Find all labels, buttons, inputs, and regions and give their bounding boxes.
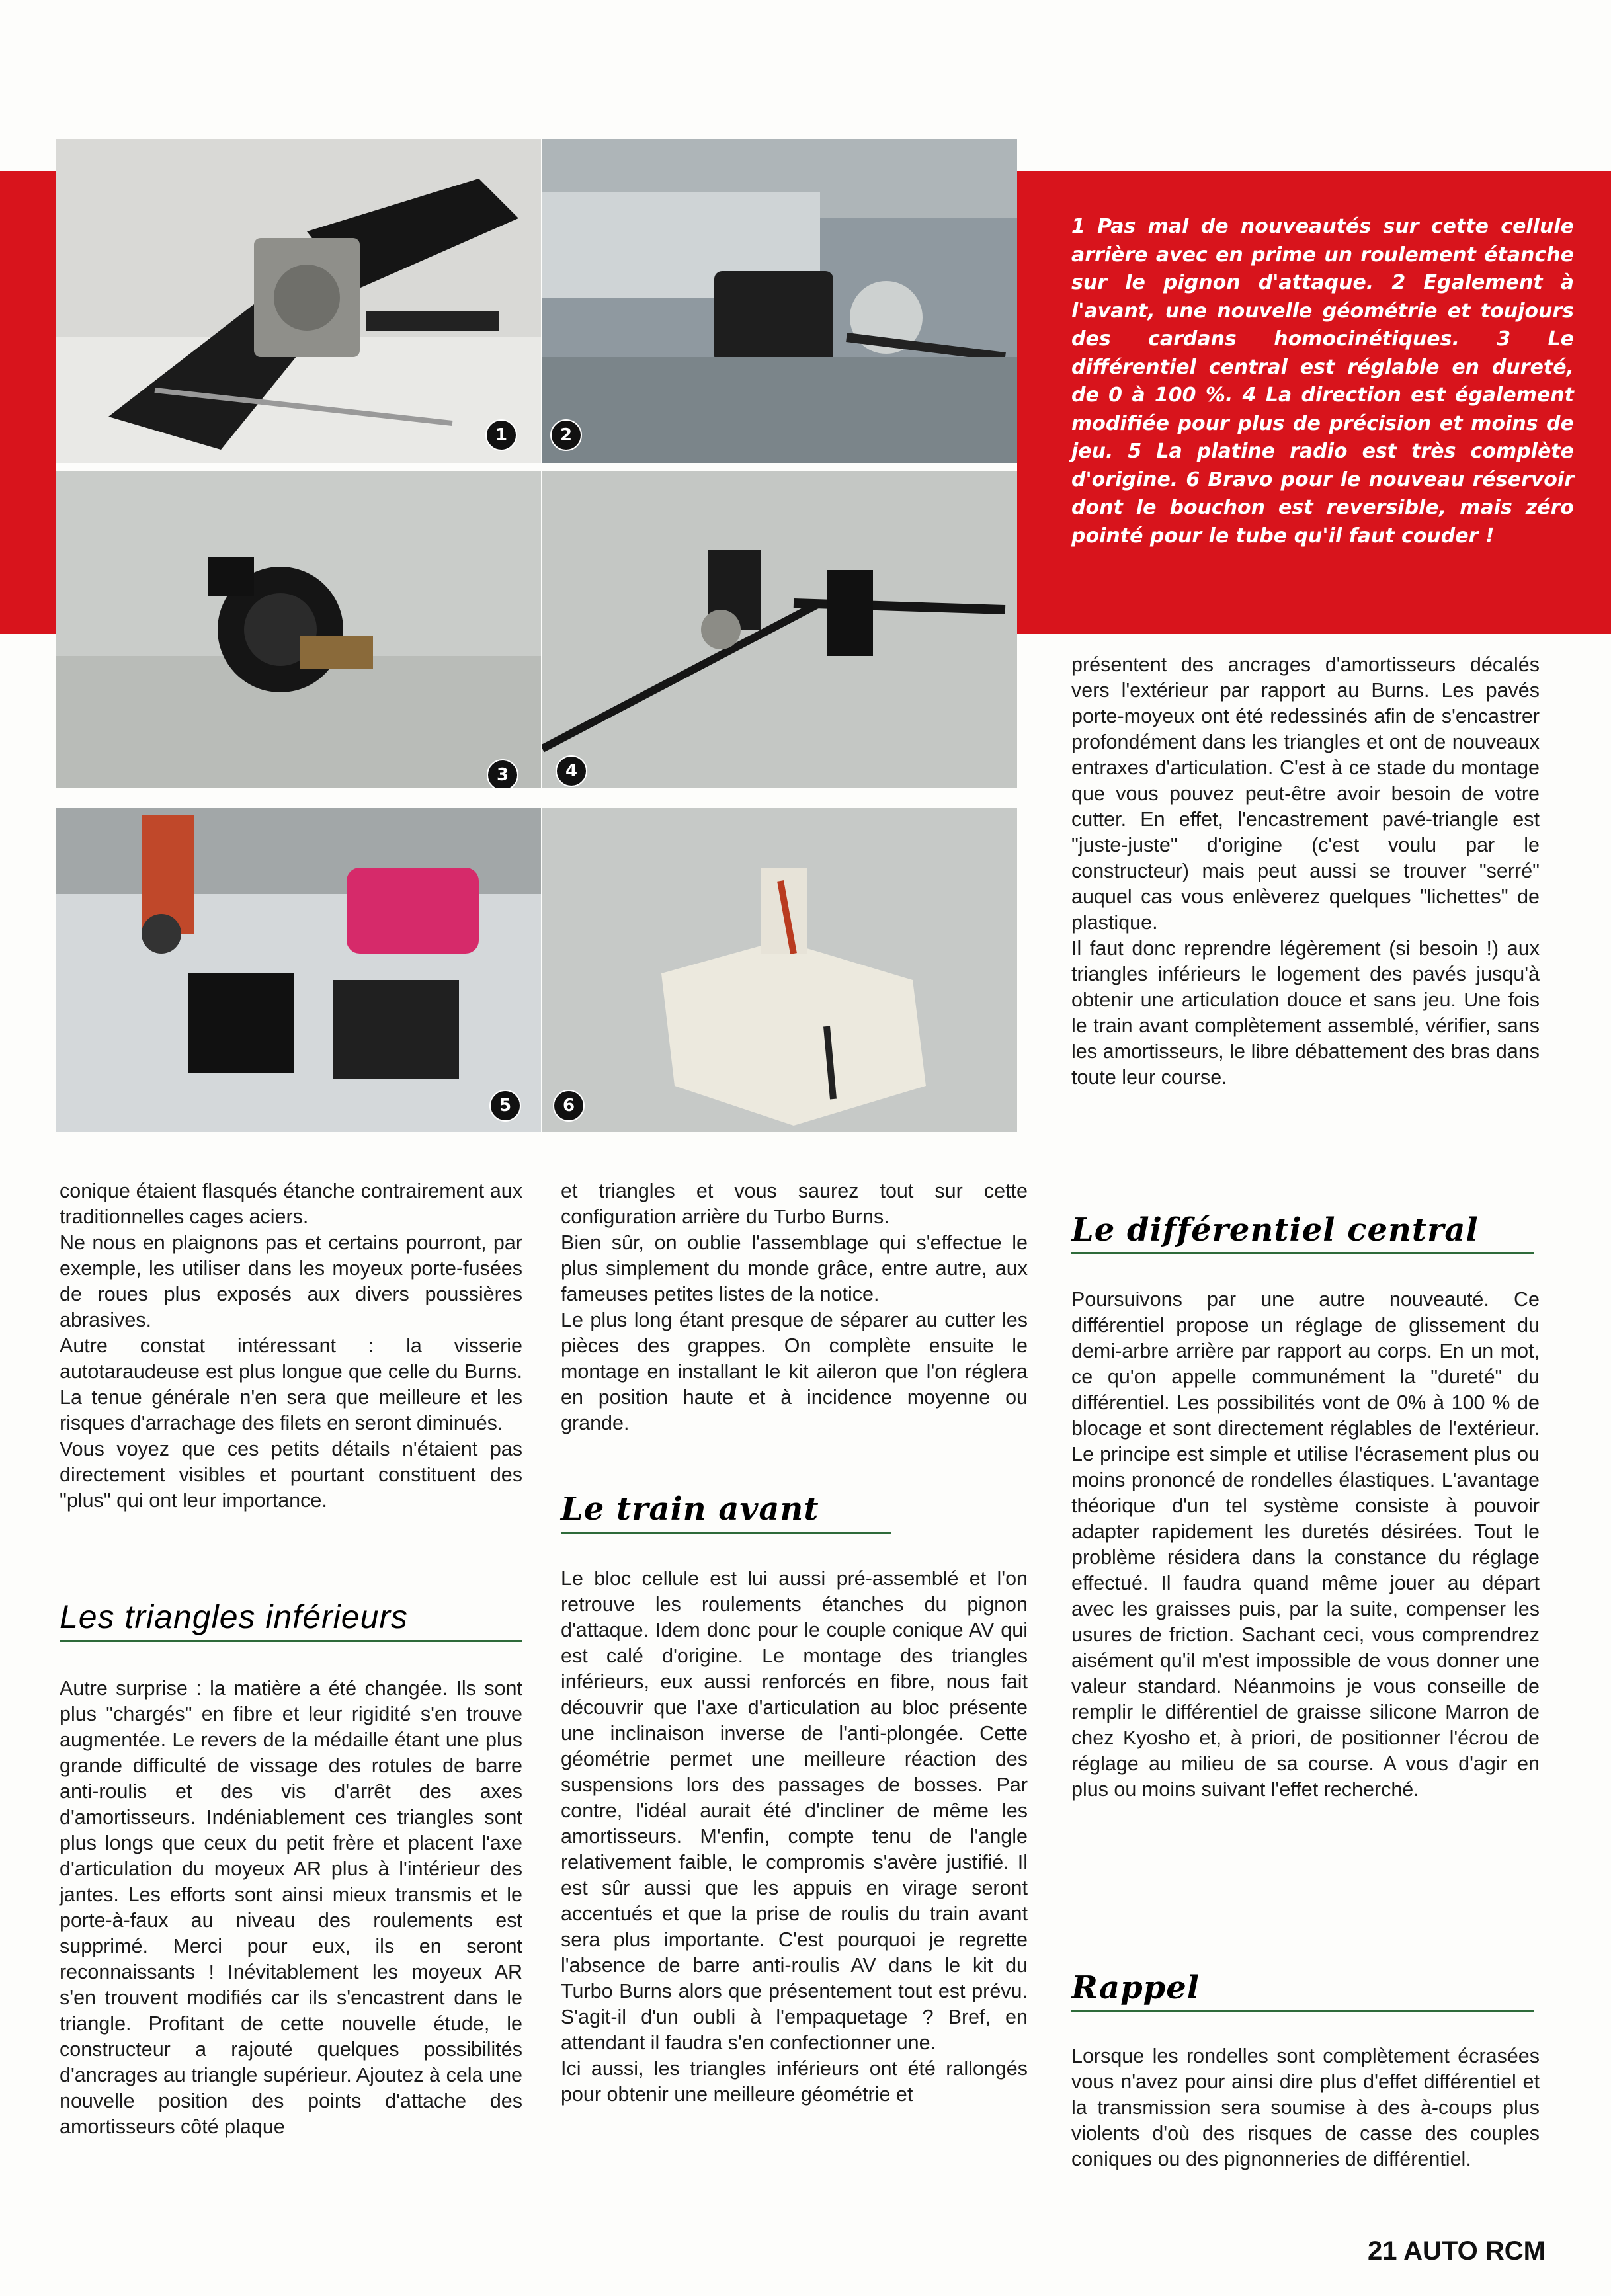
photo-6: [542, 808, 1017, 1132]
photo-badge-6: 6: [553, 1090, 585, 1122]
heading-differentiel-central: Le différentiel central: [1071, 1211, 1534, 1254]
column-3-top: [1071, 652, 1540, 1090]
photo-1: [56, 139, 541, 463]
paragraph: et triangles et vous saurez tout sur cette configuration arrière du Turbo Burns.: [561, 1180, 1028, 1228]
paragraph: présentent des ancrages d'amortisseurs décalés vers l'extérieur par rapport au Burns. Les pavés porte-moyeux ont été redessinés afin de s'encastrer profondément dans les triangles et ont de nouveaux entraxes d'articulation. C'est à ce stade du montage que vous pouvez peut-être avoir besoin de votre cutter. En effet, l'encastrement pavé-triangle est "juste-juste" d'origine (c'est voulu par le constructeur) mais peut aussi se trouver "serré" auquel cas vous enlèverez quelques "lichettes" de plastique.: [1071, 653, 1540, 934]
radio-plate-photo-icon: [56, 808, 541, 1132]
paragraph: Autre constat intéressant : la visserie autotaraudeuse est plus longue que celle du Burns. La tenue générale n'en sera que meilleure et les risques d'arrachage des filets en seront diminués.: [60, 1334, 522, 1434]
column-2-top: [561, 1178, 1028, 1436]
paragraph: Le bloc cellule est lui aussi pré-assemblé et l'on retrouve les roulements étanches du pignon d'attaque. Idem donc pour le couple conique AV qui est calé d'origine. Le montage des triangles inférieurs, eux aussi renforcés en fibre, nous fait découvrir que l'axe d'articulation au bloc présente une inclinaison inverse de l'anti-plongée. Cette géométrie permet une meilleure réaction des suspensions lors des passages de bosses. Par contre, l'idéal aurait été d'incliner de même les amortisseurs. M'enfin, compte tenu de l'angle relativement faible, le compromis s'avère justifié. Il est sûr aussi que les appuis en virage seront accentués et que la prise de roulis du train avant sera plus importante. C'est pourquoi je regrette l'absence de barre anti-roulis AV dans le kit du Turbo Burns alors que présentement tout est prévu. S'agit-il d'un oubli à l'empaquetage ? Bref, en attendant il faudra s'en confectionner une.: [561, 1567, 1028, 2054]
rear-suspension-photo-icon: [56, 139, 541, 463]
paragraph: Lorsque les rondelles sont complètement écrasées vous n'avez pour ainsi dire plus d'effet différentiel et la transmission sera soumise à des à-coups plus violents d'où des risques de casse des couples coniques ou des pignonneries de différentiel.: [1071, 2045, 1540, 2170]
central-differential-photo-icon: [56, 471, 541, 788]
column-2-bottom: [561, 1566, 1028, 2108]
photo-badge-3: 3: [487, 759, 518, 788]
paragraph: Autre surprise : la matière a été changée. Ils sont plus "chargés" en fibre et leur rigidité s'en trouve augmentée. Le revers de la médaille étant une plus grande difficulté de vissage des rotules de barre anti-roulis et des vis d'arrêt des axes d'amortisseurs. Indéniablement ces triangles sont plus longs que ceux du petit frère et placent l'axe d'articulation du moyeux AR plus à l'intérieur des jantes. Les efforts sont ainsi mieux transmis et le porte-à-faux au niveau des roulements est supprimé. Merci pour eux, ils en seront reconnaissants ! Inévitablement les moyeux AR s'en trouvent modifiés car ils s'encastrent dans le triangle. Profitant de cette nouvelle étude, le constructeur a rajouté quelques possibilités d'ancrages au triangle supérieur. Ajoutez à cela une nouvelle position des points d'attache des amortisseurs côté plaque: [60, 1677, 522, 2138]
steering-photo-icon: [542, 471, 1017, 788]
photo-badge-2: 2: [550, 419, 582, 451]
paragraph: Ne nous en plaignons pas et certains pourront, par exemple, les utiliser dans les moyeux porte-fusées de roues plus exposés aux divers poussières abrasives.: [60, 1231, 522, 1331]
paragraph: Le plus long étant presque de séparer au cutter les pièces des grappes. On complète ensuite le montage en installant le kit aileron que l'on réglera en position haute et à incidence moyenne ou grande.: [561, 1309, 1028, 1434]
photo-4: [542, 471, 1017, 788]
column-3-middle: [1071, 1287, 1540, 1803]
paragraph: Ici aussi, les triangles inférieurs ont été rallongés pour obtenir une meilleure géométrie et: [561, 2057, 1028, 2106]
column-1-top: [60, 1178, 522, 1514]
photo-2: [542, 139, 1017, 463]
photo-badge-5: 5: [489, 1090, 521, 1122]
column-3-bottom: [1071, 2043, 1540, 2172]
front-suspension-photo-icon: [542, 139, 1017, 463]
paragraph: Poursuivons par une autre nouveauté. Ce différentiel propose un réglage de glissement du demi-arbre arrière par rapport au corps. En un mot, ce qu'on appelle communément la "dureté" du différentiel. Les possibilités vont de 0% à 100 % de blocage et sont directement réglables de l'extérieur. Le principe est simple et utilise l'écrasement plus ou moins prononcé de rondelles élastiques. L'avantage théorique d'un tel système consiste à pouvoir adapter rapidement les duretés désirées. Tout le problème résidera dans la constance du réglage effectué. Il faudra quand même jouer au départ avec les graisses puis, par la suite, compenser les usures de friction. Sachant ceci, vous comprendrez aisément qu'il m'est impossible de vous donner une valeur standard. Néanmoins je vous conseille de remplir le différentiel de graisse silicone Marron de chez Kyosho et, à priori, de positionner l'écrou de réglage au milieu de sa course. A vous d'agir en plus ou moins suivant l'effet recherché.: [1071, 1288, 1540, 1801]
column-1-bottom: [60, 1676, 522, 2140]
heading-triangles-inferieurs: Les triangles inférieurs: [60, 1598, 522, 1642]
photo-3: [56, 471, 541, 788]
heading-train-avant: Le train avant: [561, 1491, 891, 1534]
red-band-left: [0, 171, 56, 634]
paragraph: conique étaient flasqués étanche contrairement aux traditionnelles cages aciers.: [60, 1180, 522, 1228]
photo-badge-1: 1: [485, 419, 517, 451]
heading-rappel: Rappel: [1071, 1969, 1534, 2012]
photo-caption: 1 Pas mal de nouveautés sur cette cellule arrière avec en prime un roulement étanche sur le pignon d'attaque. 2 Egalement à l'avant, une nouvelle géométrie et toujours des cardans homocinétiques. 3 Le différentiel central est réglable en dureté, de 0 à 100 %. 4 La direction est également modifiée pour plus de précision et moins de jeu. 5 La platine radio est très complète d'origine. 6 Bravo pour le nouveau réservoir dont le bouchon est reversible, mais zéro pointé pour le tube qu'il faut couder !: [1071, 215, 1574, 548]
photo-5: [56, 808, 541, 1132]
paragraph: Bien sûr, on oublie l'assemblage qui s'effectue le plus simplement du monde grâce, entre autre, aux fameuses petites listes de la notice.: [561, 1231, 1028, 1305]
paragraph: Vous voyez que ces petits détails n'étaient pas directement visibles et pourtant constituent des "plus" qui ont leur importance.: [60, 1438, 522, 1512]
photo-badge-4: 4: [556, 755, 587, 787]
page-footer: 21 AUTO RCM: [1368, 2236, 1546, 2266]
paragraph: Il faut donc reprendre légèrement (si besoin !) aux triangles inférieurs le logement des pavés jusqu'à obtenir une articulation douce et sans jeu. Une fois le train avant complètement assemblé, vérifier, sans les amortisseurs, le libre débattement des bras dans toute leur course.: [1071, 937, 1540, 1088]
fuel-tank-photo-icon: [542, 808, 1017, 1132]
